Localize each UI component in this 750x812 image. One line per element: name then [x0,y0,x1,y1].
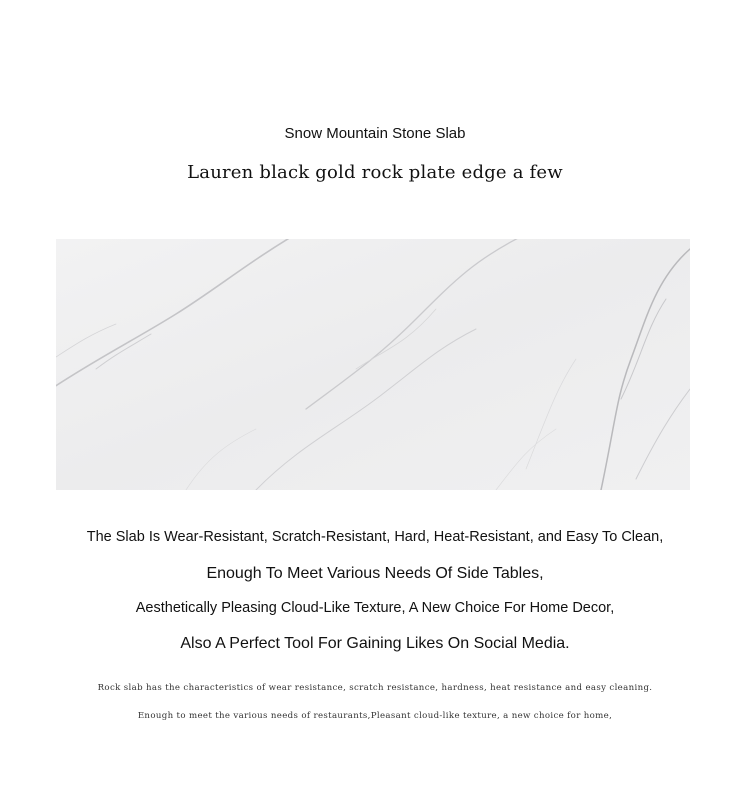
note-line-2: Enough to meet the various needs of restaurants,Pleasant cloud-like texture, a new choice for home, [137,711,613,721]
feature-line-2: Enough To Meet Various Needs Of Side Tables, [206,565,544,582]
feature-line-1: The Slab Is Wear-Resistant, Scratch-Resistant, Hard, Heat-Resistant, and Easy To Clean, [86,529,664,545]
product-headline: Lauren black gold rock plate edge a few [187,162,563,183]
feature-line-3: Aesthetically Pleasing Cloud-Like Texture, A New Choice For Home Decor, [135,600,615,616]
product-kicker: Snow Mountain Stone Slab [284,125,466,142]
note-line-1: Rock slab has the characteristics of wear resistance, scratch resistance, hardness, heat resistance and easy cleaning. [97,683,653,693]
feature-line-4: Also A Perfect Tool For Gaining Likes On Social Media. [180,635,570,652]
marble-slab-image [56,239,690,490]
